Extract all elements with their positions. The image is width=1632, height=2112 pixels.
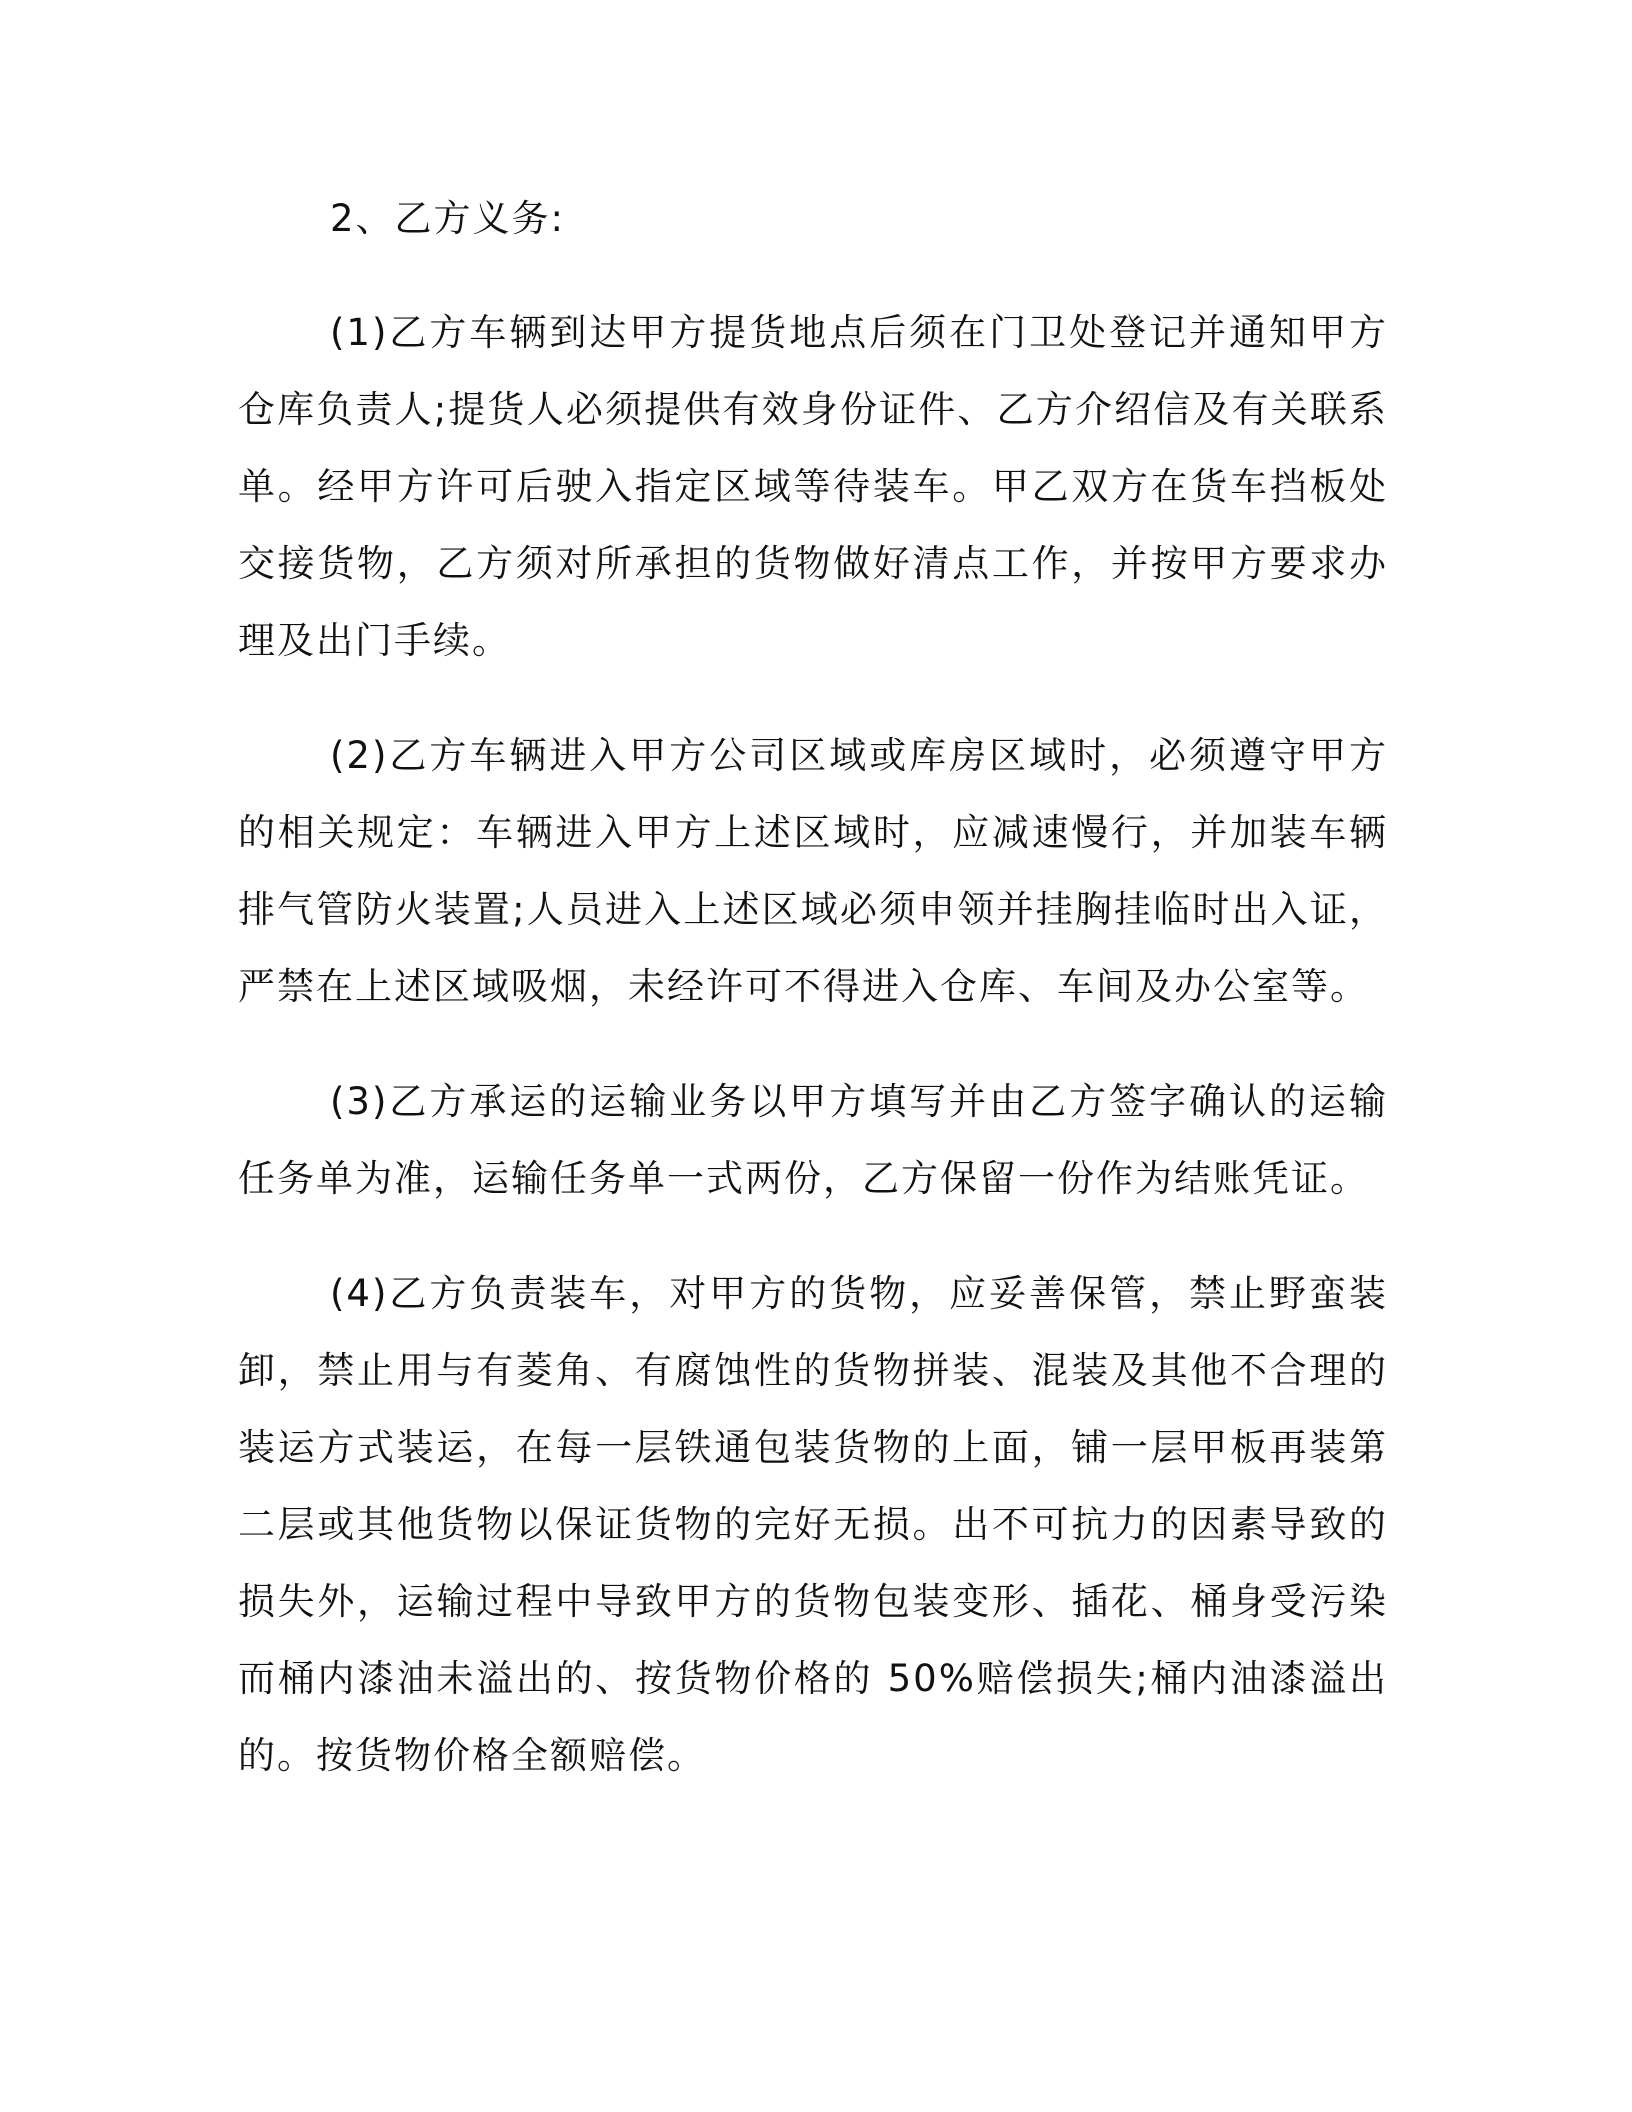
paragraph-3: (3)乙方承运的运输业务以甲方填写并由乙方签字确认的运输任务单为准，运输任务单一式两份，乙方保留一份作为结账凭证。 (238, 1080, 1388, 1200)
paragraph-2: (2)乙方车辆进入甲方公司区域或库房区域时，必须遵守甲方的相关规定：车辆进入甲方上述区域时，应减速慢行，并加装车辆排气管防火装置;人员进入上述区域必须申领并挂胸挂临时出入证，严禁在上述区域吸烟，未经许可不得进入仓库、车间及办公室等。 (238, 734, 1388, 1008)
document-body (238, 180, 1388, 1832)
section-heading: 2、乙方义务: (330, 197, 566, 240)
paragraph-4: (4)乙方负责装车，对甲方的货物，应妥善保管，禁止野蛮装卸，禁止用与有菱角、有腐蚀性的货物拼装、混装及其他不合理的装运方式装运，在每一层铁通包装货物的上面，铺一层甲板再装第二层或其他货物以保证货物的完好无损。出不可抗力的因素导致的损失外，运输过程中导致甲方的货物包装变形、插花、桶身受污染而桶内漆油未溢出的、按货物价格的 50%赔偿损失;桶内油漆溢出的。按货物价格全额赔偿。 (238, 1272, 1388, 1777)
paragraph-1: (1)乙方车辆到达甲方提货地点后须在门卫处登记并通知甲方仓库负责人;提货人必须提供有效身份证件、乙方介绍信及有关联系单。经甲方许可后驶入指定区域等待装车。甲乙双方在货车挡板处交接货物，乙方须对所承担的货物做好清点工作，并按甲方要求办理及出门手续。 (238, 311, 1388, 662)
